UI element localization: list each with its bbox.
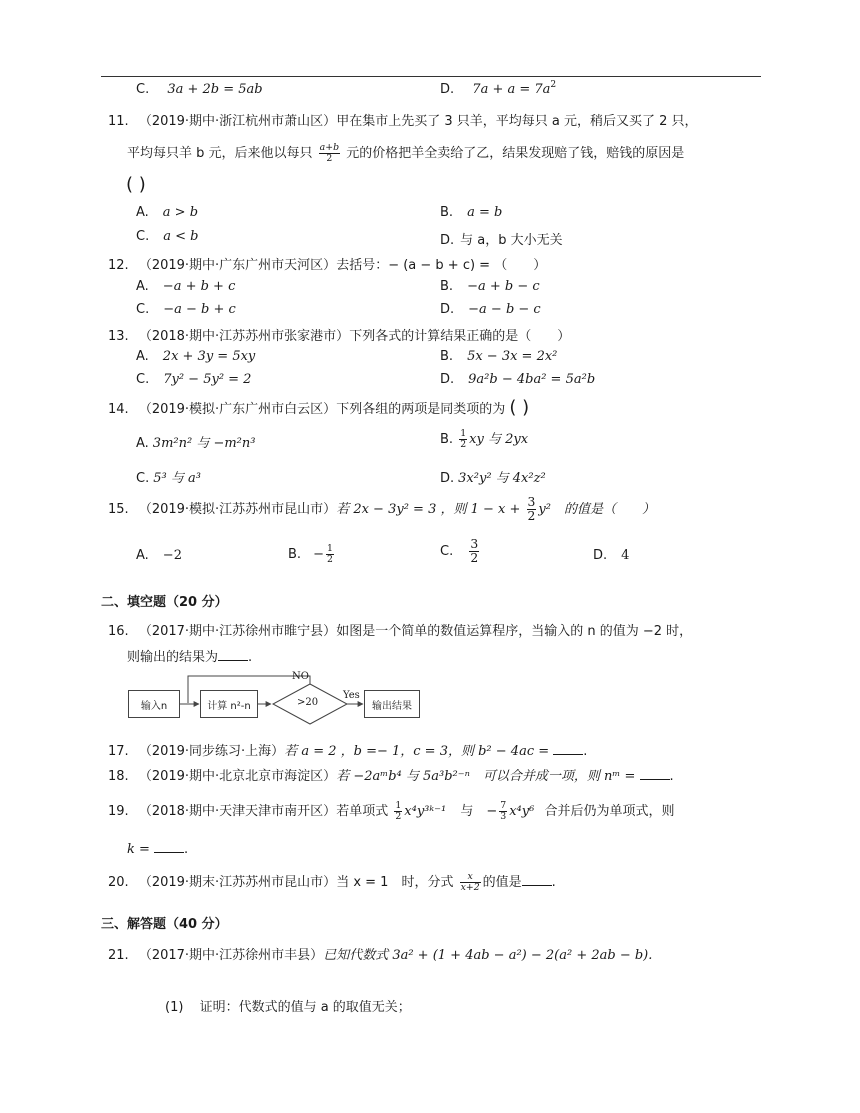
option-label: C. bbox=[136, 372, 150, 387]
fraction-numerator: 7 bbox=[500, 800, 507, 812]
q21-sub1 bbox=[165, 996, 411, 1015]
q11-fraction bbox=[319, 143, 340, 164]
option-sup: 2 bbox=[550, 80, 557, 91]
question-text: 的值是 bbox=[482, 875, 522, 890]
fraction bbox=[469, 538, 479, 565]
question-source: （2019·模拟·广东广州市白云区） bbox=[138, 402, 337, 417]
option-label: C. bbox=[136, 471, 150, 486]
question-source: （2018·期中·江苏苏州市张家港市） bbox=[138, 329, 350, 344]
question-number: 18. bbox=[108, 769, 129, 784]
option-label: D. bbox=[440, 471, 455, 486]
question-text: 下列各组的两项是同类项的为 bbox=[336, 402, 506, 417]
fraction-denominator: 2 bbox=[470, 550, 479, 565]
question-math: 若 −2aᵐb⁴ 与 5a³b²⁻ⁿ 可以合并成一项，则 nᵐ = bbox=[336, 769, 636, 784]
q11-option-b bbox=[440, 205, 502, 220]
q11-line1 bbox=[108, 110, 698, 129]
option-label: B. bbox=[440, 205, 454, 220]
q21-stem bbox=[108, 944, 652, 963]
option-text: 与 a，b 大小无关 bbox=[460, 233, 563, 248]
option-math: a = b bbox=[467, 205, 503, 220]
question-text: 如图是一个简单的数值运算程序，当输入的 n 的值为 −2 时， bbox=[336, 624, 693, 639]
option-math: 4 bbox=[621, 548, 630, 563]
fraction-numerator: 1 bbox=[326, 543, 333, 554]
option-math: 7a + a = 7a bbox=[472, 82, 551, 97]
question-source: （2018·期中·天津天津市南开区） bbox=[138, 804, 337, 819]
fraction-denominator: 2 bbox=[527, 508, 536, 523]
flowchart-condition: >20 bbox=[297, 697, 319, 708]
question-number: 20. bbox=[108, 875, 129, 890]
q15-stem bbox=[108, 496, 655, 523]
flowchart-no-label: NO bbox=[292, 671, 309, 682]
fraction-denominator: 2 bbox=[395, 811, 402, 822]
option-label: D. bbox=[440, 82, 455, 97]
flowchart-label: 输出结果 bbox=[372, 700, 412, 712]
question-math: k = bbox=[127, 842, 150, 857]
answer-blank[interactable] bbox=[218, 648, 248, 661]
option-label: A. bbox=[136, 436, 149, 451]
answer-paren: ( ) bbox=[509, 397, 530, 418]
question-text: 合并后仍为单项式，则 bbox=[544, 804, 675, 819]
option-math: xy 与 2yx bbox=[469, 432, 529, 447]
option-label: C. bbox=[440, 543, 454, 559]
question-math: 已知代数式 3a² + (1 + 4ab − a²) − 2(a² + 2ab − b). bbox=[323, 948, 653, 963]
fraction bbox=[459, 429, 467, 450]
option-label: C. bbox=[136, 82, 150, 97]
fraction-denominator: 3 bbox=[500, 811, 507, 822]
option-label: A. bbox=[136, 349, 149, 364]
question-source: （2019·期末·江苏苏州市昆山市） bbox=[138, 875, 337, 890]
punctuation: . bbox=[248, 650, 253, 665]
option-math: −a − b + c bbox=[163, 302, 236, 317]
option-math: −a − b − c bbox=[468, 302, 541, 317]
flowchart-calc-box bbox=[200, 690, 258, 718]
q18-stem bbox=[108, 765, 674, 784]
answer-blank[interactable] bbox=[640, 767, 670, 780]
fraction-denominator: 2 bbox=[326, 553, 333, 565]
fraction-numerator: 1 bbox=[395, 800, 402, 812]
q12-stem bbox=[108, 254, 546, 273]
q19-line1 bbox=[108, 800, 674, 822]
q10-option-c bbox=[136, 82, 263, 97]
fraction-numerator: a+b bbox=[319, 142, 340, 154]
fraction bbox=[460, 872, 481, 893]
q12-option-c bbox=[136, 302, 236, 317]
q19-line2 bbox=[127, 840, 188, 857]
q11-line2 bbox=[127, 142, 684, 164]
q15-option-c bbox=[440, 538, 481, 565]
question-text: 去括号：− (a − b + c) = （ ） bbox=[336, 258, 547, 273]
flowchart-output-box bbox=[364, 690, 420, 718]
q16-line2 bbox=[127, 646, 252, 665]
q14-stem bbox=[108, 397, 529, 418]
fraction-numerator: 1 bbox=[460, 428, 467, 440]
flowchart-label: 计算 n²-n bbox=[207, 700, 251, 712]
punctuation: . bbox=[583, 744, 588, 759]
question-number: 15. bbox=[108, 501, 129, 517]
question-text: 若单项式 bbox=[336, 804, 389, 819]
question-number: 11. bbox=[108, 114, 129, 129]
option-math: 3a + 2b = 5ab bbox=[167, 82, 263, 97]
option-label: D. bbox=[440, 233, 455, 248]
monomial: x⁴y³ᵏ⁻¹ bbox=[404, 804, 447, 819]
question-math: 若 a = 2 ，b =− 1，c = 3，则 b² − 4ac = bbox=[284, 744, 550, 759]
option-math: 2x + 3y = 5xy bbox=[162, 349, 256, 364]
q13-option-b bbox=[440, 349, 557, 364]
option-label: B. bbox=[288, 546, 302, 562]
question-source: （2017·期中·江苏徐州市睢宁县） bbox=[138, 624, 337, 639]
q16-line1 bbox=[108, 620, 692, 639]
question-source: （2019·模拟·江苏苏州市昆山市） bbox=[138, 501, 337, 517]
fraction bbox=[499, 801, 507, 822]
question-text: 当 x = 1 时，分式 bbox=[336, 875, 454, 890]
question-number: 21. bbox=[108, 948, 129, 963]
option-label: A. bbox=[136, 548, 149, 563]
monomial: x⁴y⁶ bbox=[509, 804, 535, 819]
q17-stem bbox=[108, 740, 587, 759]
question-number: 12. bbox=[108, 258, 129, 273]
fraction-numerator: 3 bbox=[527, 495, 536, 509]
option-label: D. bbox=[440, 372, 455, 387]
header-rule bbox=[101, 76, 761, 77]
q12-option-d bbox=[440, 302, 541, 317]
q14-option-a bbox=[136, 432, 255, 451]
q12-option-b bbox=[440, 279, 540, 294]
question-source: （2019·期中·北京北京市海淀区） bbox=[138, 769, 337, 784]
flowchart-input-box bbox=[128, 690, 180, 718]
flowchart-label: 输入n bbox=[140, 700, 168, 712]
option-sign: − bbox=[313, 546, 324, 562]
option-math: a > b bbox=[162, 205, 199, 220]
question-text: 元的价格把羊全卖给了乙，结果发现赔了钱，赔钱的原因是 bbox=[346, 146, 685, 161]
question-math: 若 2x − 3y² = 3 ，则 1 − x + bbox=[336, 501, 521, 517]
option-label: B. bbox=[440, 349, 454, 364]
option-math: −a + b + c bbox=[162, 279, 236, 294]
option-label: C. bbox=[136, 229, 150, 244]
answer-blank[interactable] bbox=[553, 742, 583, 755]
q13-option-c bbox=[136, 372, 251, 387]
answer-blank[interactable] bbox=[154, 840, 184, 853]
option-label: D. bbox=[440, 302, 455, 317]
option-label: D. bbox=[593, 548, 608, 563]
fraction bbox=[394, 801, 402, 822]
q14-option-c bbox=[136, 467, 201, 486]
sub-question-text: 证明：代数式的值与 a 的取值无关； bbox=[199, 1000, 411, 1015]
question-source: （2017·期中·江苏徐州市丰县） bbox=[138, 948, 324, 963]
question-text: 平均每只羊 b 元，后来他以每只 bbox=[127, 146, 313, 161]
option-label: A. bbox=[136, 205, 149, 220]
q14-option-d bbox=[440, 467, 546, 486]
fraction-numerator: 3 bbox=[470, 537, 479, 551]
q11-option-a bbox=[136, 205, 198, 220]
punctuation: . bbox=[184, 842, 189, 857]
question-number: 16. bbox=[108, 624, 129, 639]
fraction-denominator: 2 bbox=[326, 153, 333, 164]
question-source: （2019·期中·浙江杭州市萧山区） bbox=[138, 114, 337, 129]
question-number: 17. bbox=[108, 744, 129, 759]
question-source: （2019·期中·广东广州市天河区） bbox=[138, 258, 337, 273]
q11-option-c bbox=[136, 229, 198, 244]
option-math: −2 bbox=[162, 548, 182, 563]
q11-option-d bbox=[440, 229, 563, 248]
answer-blank[interactable] bbox=[522, 873, 552, 886]
q15-option-a bbox=[136, 548, 182, 563]
q10-option-d bbox=[440, 82, 556, 97]
sub-question-label: (1) bbox=[165, 1000, 184, 1015]
question-number: 13. bbox=[108, 329, 129, 344]
option-math: 7y² − 5y² = 2 bbox=[163, 372, 252, 387]
fraction-numerator: x bbox=[460, 872, 481, 883]
question-text: 与 − bbox=[460, 804, 498, 819]
q14-option-b bbox=[440, 428, 528, 450]
answer-paren: ( ) bbox=[126, 174, 146, 195]
option-math: −a + b − c bbox=[467, 279, 540, 294]
question-text: 下列各式的计算结果正确的是（ ） bbox=[349, 329, 571, 344]
q20-stem bbox=[108, 871, 556, 893]
punctuation: . bbox=[551, 875, 556, 890]
option-label: B. bbox=[440, 279, 454, 294]
option-math: 5³ 与 a³ bbox=[153, 471, 201, 486]
option-label: A. bbox=[136, 279, 149, 294]
option-math: 3x²y² 与 4x²z² bbox=[458, 471, 546, 486]
fraction bbox=[527, 496, 537, 523]
option-math: 9a²b − 4ba² = 5a²b bbox=[468, 372, 596, 387]
q13-option-d bbox=[440, 372, 595, 387]
section-title: 三、解答题（40 分） bbox=[101, 917, 228, 932]
q13-stem bbox=[108, 325, 570, 344]
fraction-denominator: 2 bbox=[460, 439, 467, 450]
option-math: 3m²n² 与 −m²n³ bbox=[152, 436, 256, 451]
q13-option-a bbox=[136, 349, 255, 364]
q12-option-a bbox=[136, 279, 235, 294]
flowchart-yes-label: Yes bbox=[343, 690, 360, 701]
option-math: a < b bbox=[163, 229, 199, 244]
option-label: C. bbox=[136, 302, 150, 317]
q15-option-b bbox=[288, 544, 336, 565]
punctuation: . bbox=[669, 769, 674, 784]
question-text: 则输出的结果为 bbox=[127, 650, 219, 665]
question-math: y² 的值是（ ） bbox=[538, 501, 655, 517]
question-text: 甲在集市上先买了 3 只羊，平均每只 a 元，稍后又买了 2 只， bbox=[336, 114, 698, 129]
question-number: 14. bbox=[108, 402, 129, 417]
q15-option-d bbox=[593, 548, 629, 563]
section-title: 二、填空题（20 分） bbox=[101, 595, 228, 610]
question-source: （2019·同步练习·上海） bbox=[138, 744, 285, 759]
option-math: 5x − 3x = 2x² bbox=[467, 349, 558, 364]
fraction-denominator: x+2 bbox=[460, 882, 480, 893]
question-number: 19. bbox=[108, 804, 129, 819]
fraction bbox=[326, 544, 334, 565]
option-label: B. bbox=[440, 432, 454, 447]
